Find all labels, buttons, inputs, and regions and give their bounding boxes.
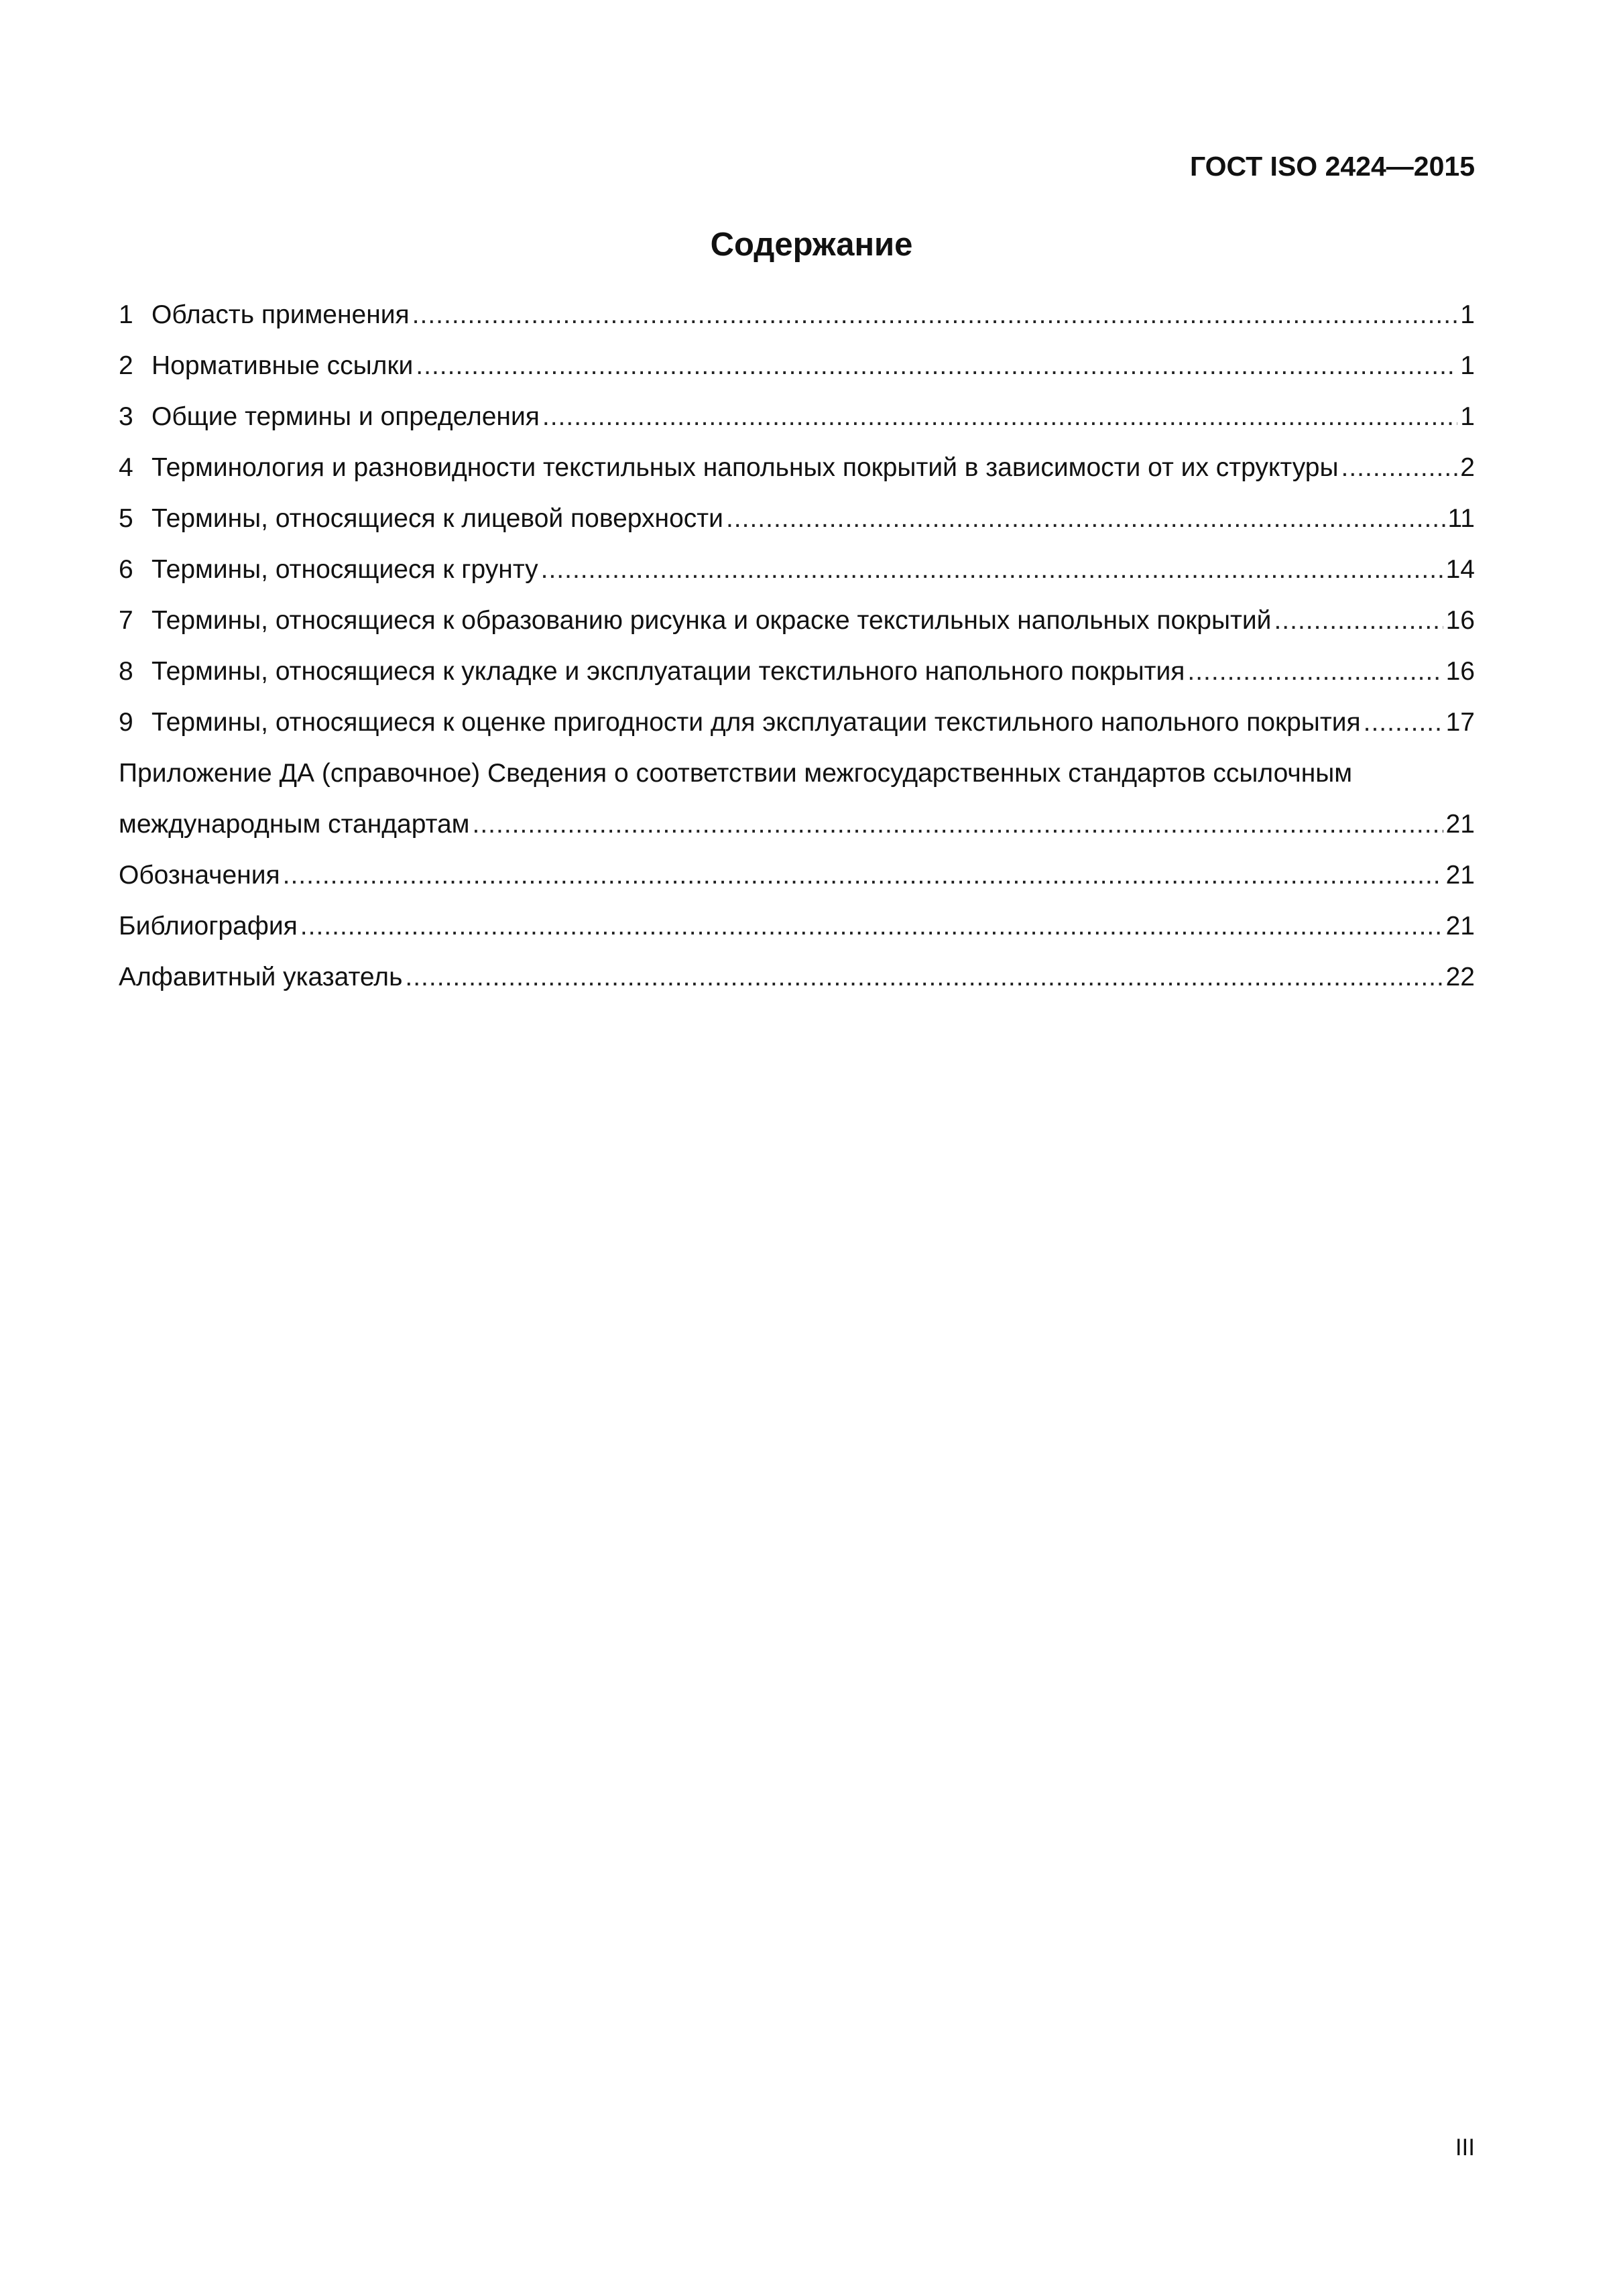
dot-leader — [416, 353, 1457, 379]
toc-entry-label: Терминология и разновидности текстильных напольных покрытий в зависимости от их структуры — [152, 453, 1339, 482]
toc-entry-number: 5 — [119, 504, 133, 533]
toc-entry-symbols[interactable] — [119, 862, 1475, 913]
toc-entry-label: Библиография — [119, 912, 298, 941]
toc-entry-label: Алфавитный указатель — [119, 963, 403, 991]
dot-leader — [412, 302, 1458, 328]
toc-entry-page: 2 — [1460, 453, 1475, 482]
dot-leader — [405, 964, 1443, 990]
toc-entry-index[interactable] — [119, 964, 1475, 1015]
toc-entry-page: 1 — [1460, 351, 1475, 380]
dot-leader — [1364, 709, 1443, 735]
toc-entry-page: 16 — [1445, 606, 1475, 635]
toc-entry-number: 3 — [119, 402, 133, 431]
toc-entry-label: Термины, относящиеся к лицевой поверхности — [152, 504, 723, 533]
dot-leader — [473, 811, 1443, 837]
dot-leader — [283, 862, 1443, 888]
toc-entry-page: 11 — [1447, 504, 1475, 533]
toc-entry-5[interactable] — [119, 505, 1475, 556]
toc-entry-label: Термины, относящиеся к грунту — [152, 555, 538, 584]
toc-entry-7[interactable] — [119, 607, 1475, 658]
toc-entry-page: 16 — [1445, 657, 1475, 686]
dot-leader — [726, 505, 1445, 532]
toc-entry-label: Нормативные ссылки — [152, 351, 414, 380]
toc-entry-number: 9 — [119, 708, 133, 737]
toc-entry-label: Термины, относящиеся к укладке и эксплуатации текстильного напольного покрытия — [152, 657, 1185, 686]
toc-entry-label: Обозначения — [119, 861, 280, 890]
dot-leader — [542, 404, 1457, 430]
toc-annex-page: 21 — [1445, 810, 1475, 839]
dot-leader — [1274, 607, 1443, 633]
toc-entry-number: 6 — [119, 555, 133, 584]
toc-entry-4[interactable] — [119, 455, 1475, 505]
toc-entry-number: 4 — [119, 453, 133, 482]
dot-leader — [300, 913, 1443, 939]
dot-leader — [1341, 455, 1457, 481]
toc-entry-number: 7 — [119, 606, 133, 635]
toc-entry-page: 1 — [1460, 402, 1475, 431]
dot-leader — [541, 556, 1443, 583]
toc-entry-page: 22 — [1445, 963, 1475, 991]
toc-annex-line-1[interactable] — [119, 760, 1475, 811]
toc-entry-3[interactable] — [119, 404, 1475, 455]
toc-entry-label: Общие термины и определения — [152, 402, 540, 431]
toc-entry-6[interactable] — [119, 556, 1475, 607]
dot-leader — [1187, 658, 1443, 684]
toc-entry-number: 1 — [119, 300, 133, 329]
toc-entry-page: 21 — [1445, 912, 1475, 941]
table-of-contents — [119, 302, 1475, 1015]
toc-annex-label: Приложение ДА (справочное) Сведения о соответствии межгосударственных стандартов ссылочным — [119, 759, 1353, 788]
toc-entry-label: Термины, относящиеся к оценке пригодности для эксплуатации текстильного напольного покрытия — [152, 708, 1361, 737]
toc-entry-9[interactable] — [119, 709, 1475, 760]
toc-entry-page: 1 — [1460, 300, 1475, 329]
toc-entry-label: Область применения — [152, 300, 410, 329]
document-code: ГОСТ ISO 2424—2015 — [1189, 151, 1475, 182]
toc-entry-label: Термины, относящиеся к образованию рисунка и окраске текстильных напольных покрытий — [152, 606, 1272, 635]
toc-title: Содержание — [710, 227, 913, 263]
toc-annex-line-2[interactable] — [119, 811, 1475, 862]
toc-entry-page: 21 — [1445, 861, 1475, 890]
page-number: III — [1455, 2134, 1475, 2161]
toc-entry-bibliography[interactable] — [119, 913, 1475, 964]
toc-entry-number: 2 — [119, 351, 133, 380]
toc-entry-number: 8 — [119, 657, 133, 686]
toc-entry-8[interactable] — [119, 658, 1475, 709]
toc-annex-label-continued: международным стандартам — [119, 810, 470, 839]
toc-entry-2[interactable] — [119, 353, 1475, 404]
toc-entry-page: 17 — [1445, 708, 1475, 737]
toc-entry-page: 14 — [1445, 555, 1475, 584]
toc-entry-1[interactable] — [119, 302, 1475, 353]
